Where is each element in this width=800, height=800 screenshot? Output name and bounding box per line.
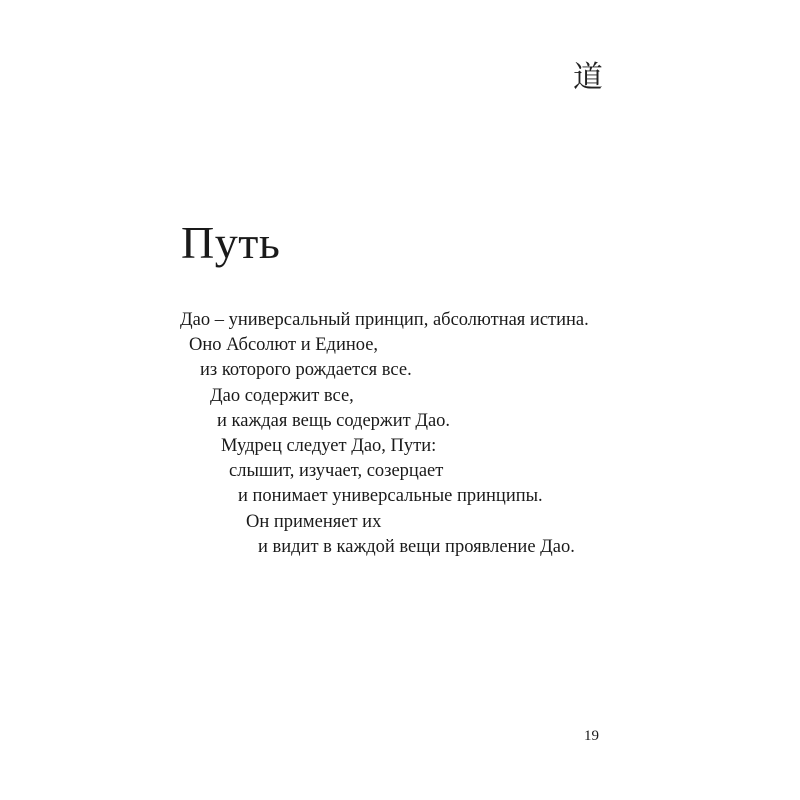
poem-line: Дао – универсальный принцип, абсолютная истина. — [180, 310, 589, 330]
chapter-title: Путь — [181, 217, 281, 268]
poem-line: и каждая вещь содержит Дао. — [217, 410, 451, 431]
page-number: 19 — [584, 728, 599, 744]
poem-line: Он применяет их — [246, 511, 382, 532]
poem-line: слышит, изучает, созерцает — [229, 461, 444, 482]
poem-line: из которого рождается все. — [200, 360, 412, 381]
poem-block — [180, 308, 620, 560]
poem-line: Оно Абсолют и Единое, — [189, 335, 379, 356]
poem-line: и видит в каждой вещи проявление Дао. — [258, 536, 575, 557]
poem-line: Дао содержит все, — [210, 385, 354, 406]
dao-character-glyph: 道 — [573, 60, 603, 95]
poem-line: Мудрец следует Дао, Пути: — [221, 436, 437, 457]
poem-line: и понимает универсальные принципы. — [238, 486, 543, 507]
